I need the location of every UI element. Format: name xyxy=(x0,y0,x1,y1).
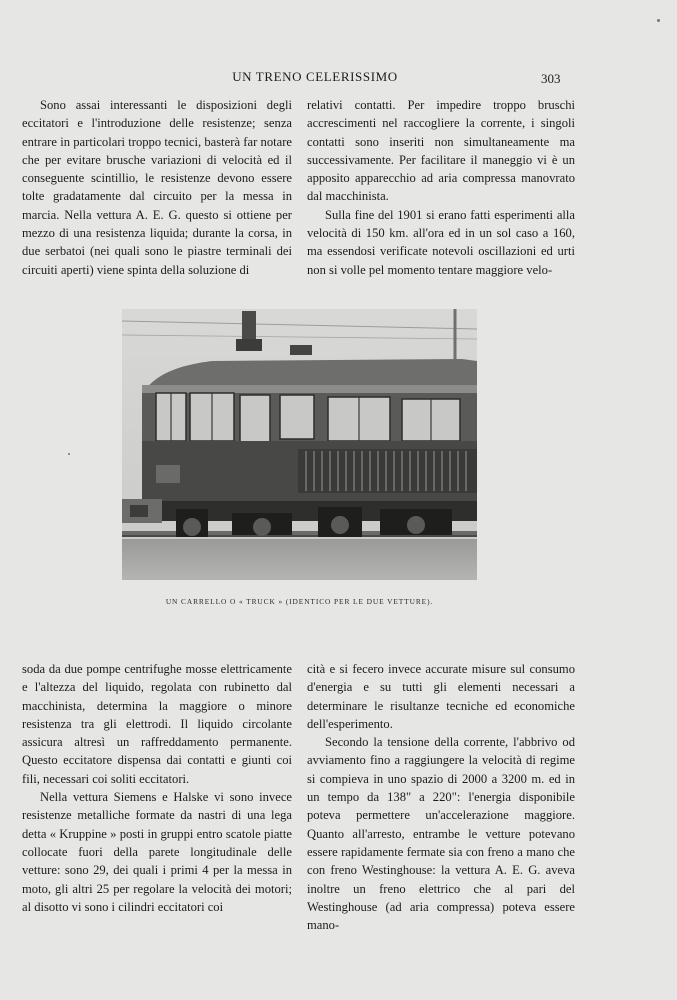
paragraph: Secondo la tensione della corrente, l'abbrivo od avviamento fino a raggiungere la velocità di regime si compieva in uno spazio di 2000 a 3200 m. ed in un tempo da 138" a 220": l'energia disponibile poteva permettere un'accelerazione maggiore. Quanto all'arresto, entrambe le vetture potevano essere rapidamente fermate sia con freno a mano che con freno Westinghouse: la vettura A. E. G. aveva inoltre un freno elettrico che al pari del Westinghouse (ad aria compressa) poteva essere mano- xyxy=(307,735,575,933)
paragraph: Nella vettura Siemens e Halske vi sono invece resistenze metalliche formate da nastri di una lega detta « Kruppine » posti in gruppi entro scatole piatte collocate fuori della parete longitudinale delle vetture: sono 29, dei quali i primi 4 per la messa in moto, gli altri 25 per regolare la velocità dei motori; al disotto vi sono i cilindri eccitatori coi xyxy=(22,790,292,914)
page-number: 303 xyxy=(541,71,561,86)
paragraph: relativi contatti. Per impedire troppo bruschi accrescimenti nel raccogliere la corrente, i singoli contatti sono inseriti non simultaneamente ma successivamente. Per facilitare il maneggio vi è un apposito apparecchio ad aria compressa manovrato dal macchinista. xyxy=(307,98,575,204)
paper-speck xyxy=(68,453,70,455)
railcar-photo xyxy=(122,309,477,580)
running-header-title: UN TRENO CELERISSIMO xyxy=(232,69,398,84)
column-bottom-left xyxy=(22,660,292,916)
paper-speck xyxy=(657,19,660,22)
paragraph: cità e si fecero invece accurate misure sul consumo d'energia e su tutti gli elementi necessari a determinare le risultanze tecniche ed economiche dell'esperimento. xyxy=(307,662,575,731)
column-bottom-right xyxy=(307,660,575,934)
paragraph: Sono assai interessanti le disposizioni degli eccitatori e l'introduzione delle resistenze; senza entrare in particolari troppo tecnici, basterà far notare che per evitare brusche variazioni di velocità ed il conseguente scintillio, le resistenze devono essere tolte gradatamente dal circuito per la messa in marcia. Nella vettura A. E. G. questo si ottiene per mezzo di una resistenza liquida; durante la corsa, in due serbatoi (nei quali sono le piastre terminali dei circuiti aperti) viene spinta della soluzione di xyxy=(22,98,292,277)
column-top-left xyxy=(22,96,292,279)
figure-caption: UN CARRELLO O « TRUCK » (IDENTICO PER LE DUE VETTURE). xyxy=(165,597,434,606)
column-top-right xyxy=(307,96,575,279)
paragraph: Sulla fine del 1901 si erano fatti esperimenti alla velocità di 150 km. all'ora ed in un sol caso a 160, ma essendosi verificate notevoli oscillazioni ed urti non si volle pel momento tentare maggiore velo- xyxy=(307,207,575,277)
paragraph: soda da due pompe centrifughe mosse elettricamente e l'altezza del liquido, regolata con rubinetto dal macchinista, determina la maggiore o minore resistenza tra gli elettrodi. Il liquido circolante assicura altresì un raffreddamento permanente. Questo eccitatore dispensa dai contatti e giunti coi fili, necessari coi soliti eccitatori. xyxy=(22,662,292,786)
